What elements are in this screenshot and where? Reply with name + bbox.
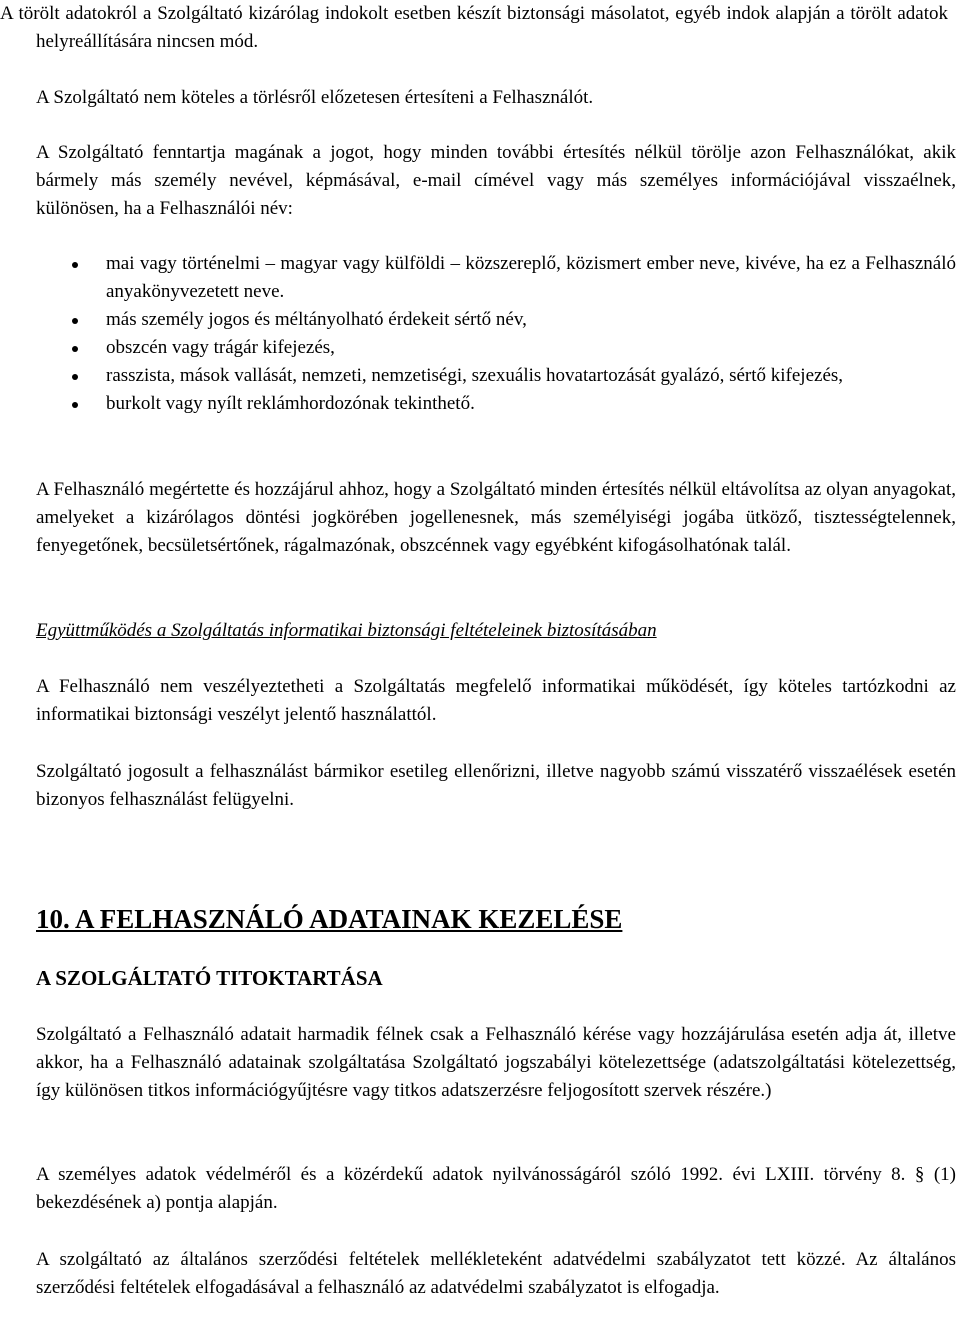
list-item: obszcén vagy trágár kifejezés,	[36, 334, 956, 362]
username-rules-list	[36, 250, 956, 418]
security-section-heading: Együttműködés a Szolgáltatás informatikai biztonsági feltételeinek biztosításában	[36, 620, 657, 641]
bullet-icon	[72, 374, 78, 380]
chapter-title: 10. A FELHASZNÁLÓ ADATAINAK KEZELÉSE	[36, 904, 623, 934]
list-item: más személy jogos és méltányolható érdekeit sértő név,	[36, 306, 956, 334]
security-paragraph-2: Szolgáltató jogosult a felhasználást bármikor esetileg ellenőrizni, illetve nagyobb számú visszatérő visszaélések esetén bizonyos felhasználást felügyelni.	[36, 761, 956, 810]
bullet-icon	[72, 318, 78, 324]
rights-paragraph: A Szolgáltató fenntartja magának a jogot, hogy minden további értesítés nélkül törölje azon Felhasználókat, akik bármely más személy nevével, képmásával, e-mail címével vagy más személyes információjával visszaélnek, különösen, ha a Felhasználói név:	[36, 142, 956, 219]
bullet-icon	[72, 346, 78, 352]
intro-backup-paragraph: A törölt adatokról a Szolgáltató kizárólag indokolt esetben készít biztonsági másolatot, egyéb indok alapján a törölt adatok helyreállítására nincsen mód.	[0, 3, 948, 52]
privacy-policy-paragraph: A szolgáltató az általános szerződési feltételek mellékleteként adatvédelmi szabályzatot tett közzé. Az általános szerződési feltételek elfogadásával a felhasználó az adatvédelmi szabályzatot is elfogadja.	[36, 1249, 956, 1298]
list-item: mai vagy történelmi – magyar vagy külföldi – közszereplő, közismert ember neve, kivéve, ha ez a Felhasználó anyakönyvezetett neve.	[36, 250, 956, 306]
subchapter-title: A SZOLGÁLTATÓ TITOKTARTÁSA	[36, 966, 383, 990]
consent-paragraph: A Felhasználó megértette és hozzájárul ahhoz, hogy a Szolgáltató minden értesítés nélkül eltávolítsa az olyan anyagokat, amelyeket a kizárólagos döntési jogkörében jogellenesnek, más személyiségi jogába ütköző, tisztességtelennek, fenyegetőnek, becsületsértőnek, rágalmazónak, obszcénnek vagy egyébként kifogásolhatónak talál.	[36, 479, 956, 556]
bullet-icon	[72, 402, 78, 408]
list-item: burkolt vagy nyílt reklámhordozónak tekinthető.	[36, 390, 956, 418]
bullet-icon	[72, 262, 78, 268]
security-paragraph-1: A Felhasználó nem veszélyeztetheti a Szolgáltatás megfelelő informatikai működését, így köteles tartózkodni az informatikai biztonsági veszélyt jelentő használattól.	[36, 676, 956, 725]
intro-notification-paragraph: A Szolgáltató nem köteles a törlésről előzetesen értesíteni a Felhasználót.	[36, 87, 594, 108]
list-item: rasszista, mások vallását, nemzeti, nemzetiségi, szexuális hovatartozását gyalázó, sértő kifejezés,	[36, 362, 956, 390]
law-reference-paragraph: A személyes adatok védelméről és a közérdekű adatok nyilvánosságáról szóló 1992. évi LXIII. törvény 8. § (1) bekezdésének a) pontja alapján.	[36, 1164, 956, 1213]
secrecy-paragraph: Szolgáltató a Felhasználó adatait harmadik félnek csak a Felhasználó kérése vagy hozzájárulása esetén adja át, illetve akkor, ha a Felhasználó adatainak szolgáltatása Szolgáltató jogszabályi kötelezettsége (adatszolgáltatási kötelezettség, így különösen titkos információgyűjtésre vagy titkos adatszerzésre feljogosított szervek részére.)	[36, 1024, 956, 1101]
